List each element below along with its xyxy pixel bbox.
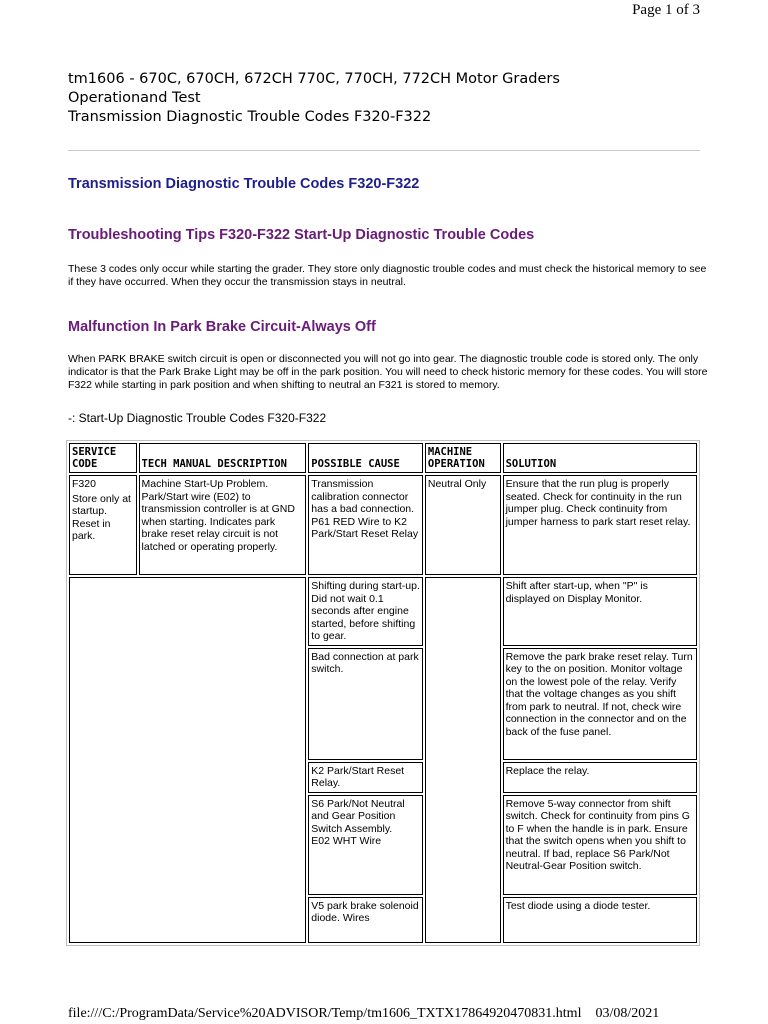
table-row — [69, 577, 697, 646]
title-line-3: Transmission Diagnostic Trouble Codes F320-F322 — [68, 109, 432, 125]
description-cell: Machine Start-Up Problem. Park/Start wire (E02) to transmission controller is at GND when starting. Indicates park brake reset relay circuit is not latched or operating properly. — [139, 475, 307, 575]
trouble-code-table — [66, 440, 700, 946]
cause-text-2: E02 WHT Wire — [311, 835, 382, 847]
cause-cell: Bad connection at park switch. — [308, 648, 423, 760]
page-footer — [68, 1006, 659, 1022]
solution-cell: Replace the relay. — [503, 762, 697, 793]
footer-file-path: file:///C:/ProgramData/Service%20ADVISOR/Temp/tm1606_TXTX17864920470831.html — [68, 1006, 582, 1021]
service-code-note: Store only at startup. Reset in park. — [72, 492, 131, 542]
section-heading: Transmission Diagnostic Trouble Codes F320-F322 — [68, 176, 420, 192]
header-solution: SOLUTION — [503, 443, 697, 473]
table-header-row — [69, 443, 697, 473]
service-code-cell — [69, 475, 137, 575]
header-service-code: SERVICE CODE — [69, 443, 137, 473]
solution-cell: Test diode using a diode tester. — [503, 897, 697, 943]
header-description: TECH MANUAL DESCRIPTION — [139, 443, 307, 473]
empty-merged-cell — [69, 577, 306, 943]
tips-heading: Troubleshooting Tips F320-F322 Start-Up Diagnostic Trouble Codes — [68, 227, 535, 243]
solution-cell: Ensure that the run plug is properly seated. Check for continuity in the run jumper plug. Check continuity from jumper harness to park start reset relay. — [503, 475, 697, 575]
header-possible-cause: POSSIBLE CAUSE — [308, 443, 423, 473]
cause-cell — [308, 795, 423, 895]
cause-cell — [308, 475, 423, 575]
operation-cell: Neutral Only — [425, 475, 501, 575]
solution-cell: Remove 5-way connector from shift switch. Check for continuity from pins G to F when the handle is in park. Ensure that the switch opens when you shift to neutral. If bad, replace S6 Park/Not Neutral-Gear Position switch. — [503, 795, 697, 895]
header-machine-operation: MACHINE OPERATION — [425, 443, 501, 473]
service-code: F320 — [72, 478, 96, 490]
page-number: Page 1 of 3 — [632, 2, 700, 18]
cause-cell: V5 park brake solenoid diode. Wires — [308, 897, 423, 943]
footer-date: 03/08/2021 — [595, 1006, 660, 1021]
tips-paragraph: These 3 codes only occur while starting the grader. They store only diagnostic trouble codes and must check the historical memory to see if they have occurred. When they occur the transmission stays in neutral. — [68, 263, 707, 288]
table-row — [69, 475, 697, 575]
title-divider — [68, 150, 700, 151]
solution-cell: Remove the park brake reset relay. Turn key to the on position. Monitor voltage on the lowest pole of the relay. Verify that the voltage changes as you shift from park to neutral. If not, check wire connection in the connector and on the back of the fuse panel. — [503, 648, 697, 760]
empty-operation-cell — [425, 577, 501, 943]
table-caption: -: Start-Up Diagnostic Trouble Codes F320-F322 — [68, 411, 327, 425]
solution-cell: Shift after start-up, when "P" is displayed on Display Monitor. — [503, 577, 697, 646]
title-line-1: tm1606 - 670C, 670CH, 672CH 770C, 770CH, 772CH Motor Graders — [68, 71, 560, 87]
cause-text-2: P61 RED Wire to K2 Park/Start Reset Relay — [311, 515, 419, 540]
cause-cell: Shifting during start-up. Did not wait 0.1 seconds after engine started, before shifting to gear. — [308, 577, 423, 646]
malfunction-paragraph: When PARK BRAKE switch circuit is open or disconnected you will not go into gear. The diagnostic trouble code is stored only. The only indicator is that the Park Brake Light may be off in the park position. You will need to check historic memory for these codes. You will store F322 while starting in park position and when shifting to neutral an F321 is stored to memory. — [68, 353, 708, 391]
cause-text: S6 Park/Not Neutral and Gear Position Switch Assembly. — [311, 797, 405, 835]
malfunction-heading: Malfunction In Park Brake Circuit-Always Off — [68, 319, 376, 335]
cause-text: Transmission calibration connector has a bad connection. — [311, 478, 415, 515]
document-title — [68, 70, 708, 127]
title-line-2: Operationand Test — [68, 90, 201, 106]
cause-cell: K2 Park/Start Reset Relay. — [308, 762, 423, 793]
